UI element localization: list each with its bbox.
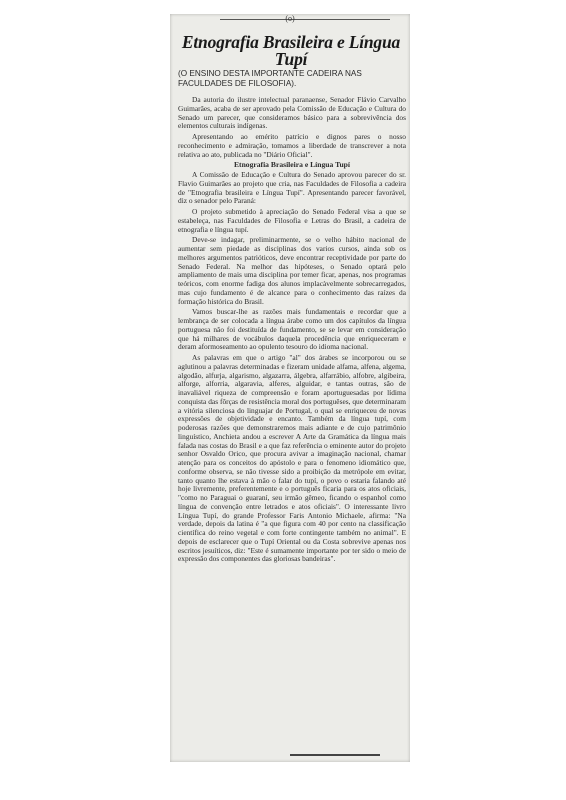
- article-subheading: Etnografia Brasileira e Língua Tupí: [233, 160, 351, 170]
- intro-paragraph: Apresentando ao emérito patrício e dignos pares o nosso reconhecimento e admiração, tomamos a liberdade de transcrever a nota relativa ao ato, publicada no "Diário Oficial".: [178, 132, 406, 159]
- ornament: (o): [285, 14, 295, 23]
- article-subtitle: (O ENSINO DESTA IMPORTANTE CADEIRA NAS FACULDADES DE FILOSOFIA).: [178, 69, 362, 88]
- body-paragraph: Vamos buscar-lhe as razões mais fundamentais e recordar que a lembrança de ser colocada a língua árabe como um dos capítulos da língua portuguesa não foi destituída de fundamento, se se levar em consideração que há milhares de vocábulos daquela procedência que enriqueceram e deram aformoseamento ao opulento tesouro do idioma nacional.: [178, 307, 406, 352]
- bottom-rule: [290, 754, 380, 756]
- intro-paragraph: Da autoria do ilustre intelectual paranaense, Senador Flávio Carvalho Guimarães, acaba de ser aprovado pela Comissão de Educação e Cultura do Senado um parecer, que consideramos básico para a sobrevivência dos elementos culturais indígenas.: [178, 95, 406, 131]
- newspaper-clipping: [170, 14, 410, 762]
- article-title: Etnografia Brasileira e Língua Tupí: [181, 32, 401, 69]
- article-body: [178, 96, 406, 566]
- body-paragraph: A Comissão de Educação e Cultura do Senado aprovou parecer do sr. Flavio Guimarães ao projeto que cria, nas Faculdades de Filosofia a cadeira de "Etnografia brasileira e Língua Tupí". Apresentando parecer favorável, diz o senador pelo Paraná:: [178, 170, 406, 206]
- body-paragraph: Deve-se indagar, preliminarmente, se o velho hábito nacional de aumentar sem piedade as disciplinas dos varios cursos, ainda sob os melhores argumentos patrióticos, deve encontrar receptividade por parte do Senado Federal. Na melhor das hipóteses, o Senado optará pelo ampliamento de mais uma disciplina por temer ficar, apenas, nos programas teóricos, com enorme fadiga dos alunos implacàvelmente sobrecarregados, mas cujo fundamento é de alcance para o conhecimento das raízes da formação histórica do Brasil.: [178, 235, 406, 306]
- body-paragraph: O projeto submetido à apreciação do Senado Federal visa a que se estabeleça, nas Faculdades de Filosofia e Letras do Brasil, a cadeira de etnografia e língua tupí.: [178, 207, 406, 234]
- body-paragraph: As palavras em que o artigo "al" dos árabes se incorporou ou se aglutinou a palavras determinadas e fizeram unidade alfama, alfena, algema, algodão, alfurja, algarismo, algazarra, álgebra, alfarrábio, alfobre, algibeira, alforge, alforria, algaravia, alferes, alguidar, e tantas outras, são de inavaliável riqueza de compreensão e foram aportuguesadas por lídima conquista das fôrças de resistência moral dos portuguêses, que determinaram a vitória silenciosa do linguajar de Portugal, o qual se enriqueceu de novas expressões de objetividade e encanto. Também da língua tupí, com poderosas razões que demonstraremos mais adiante e de cujo patrimônio linguístico, Anchieta andou a escrever A Arte da Gramática da língua mais falada nas costas do Brasil e a que faz referência o eminente autor do projeto senhor Osvaldo Orico, que procura avivar a imaginação nacional, chamar atenção para os conceitos do apóstolo e para o fenomeno idiomático que, conforme observa, se não tivesse sido a proibição da metrópole em evitar, tanto quanto lhe estava à mão o falar do tupí, o povo o estaria falando até hoje livremente, preferentemente e o português ficaria para os atos oficiais, "como no Paraguai o guaraní, seu irmão gêmeo, ficando o espanhol como língua de convenção entre letrados e atos oficiais". O interessante livro Língua Tupí, do grande Professor Faris Antonio Michaele, afirma: "Na verdade, depois da latina é "a que figura com 40 por cento na classificação científica do reino vegetal e com forte contingente também no animal". E depois de esclarecer que o Tupí Oriental ou da Costa sobrevive apenas nos escritos jesuíticos, diz: "Este é sumamente importante por ter sido o meio de expressão dos componentes das gloriosas bandeiras".: [178, 353, 406, 564]
